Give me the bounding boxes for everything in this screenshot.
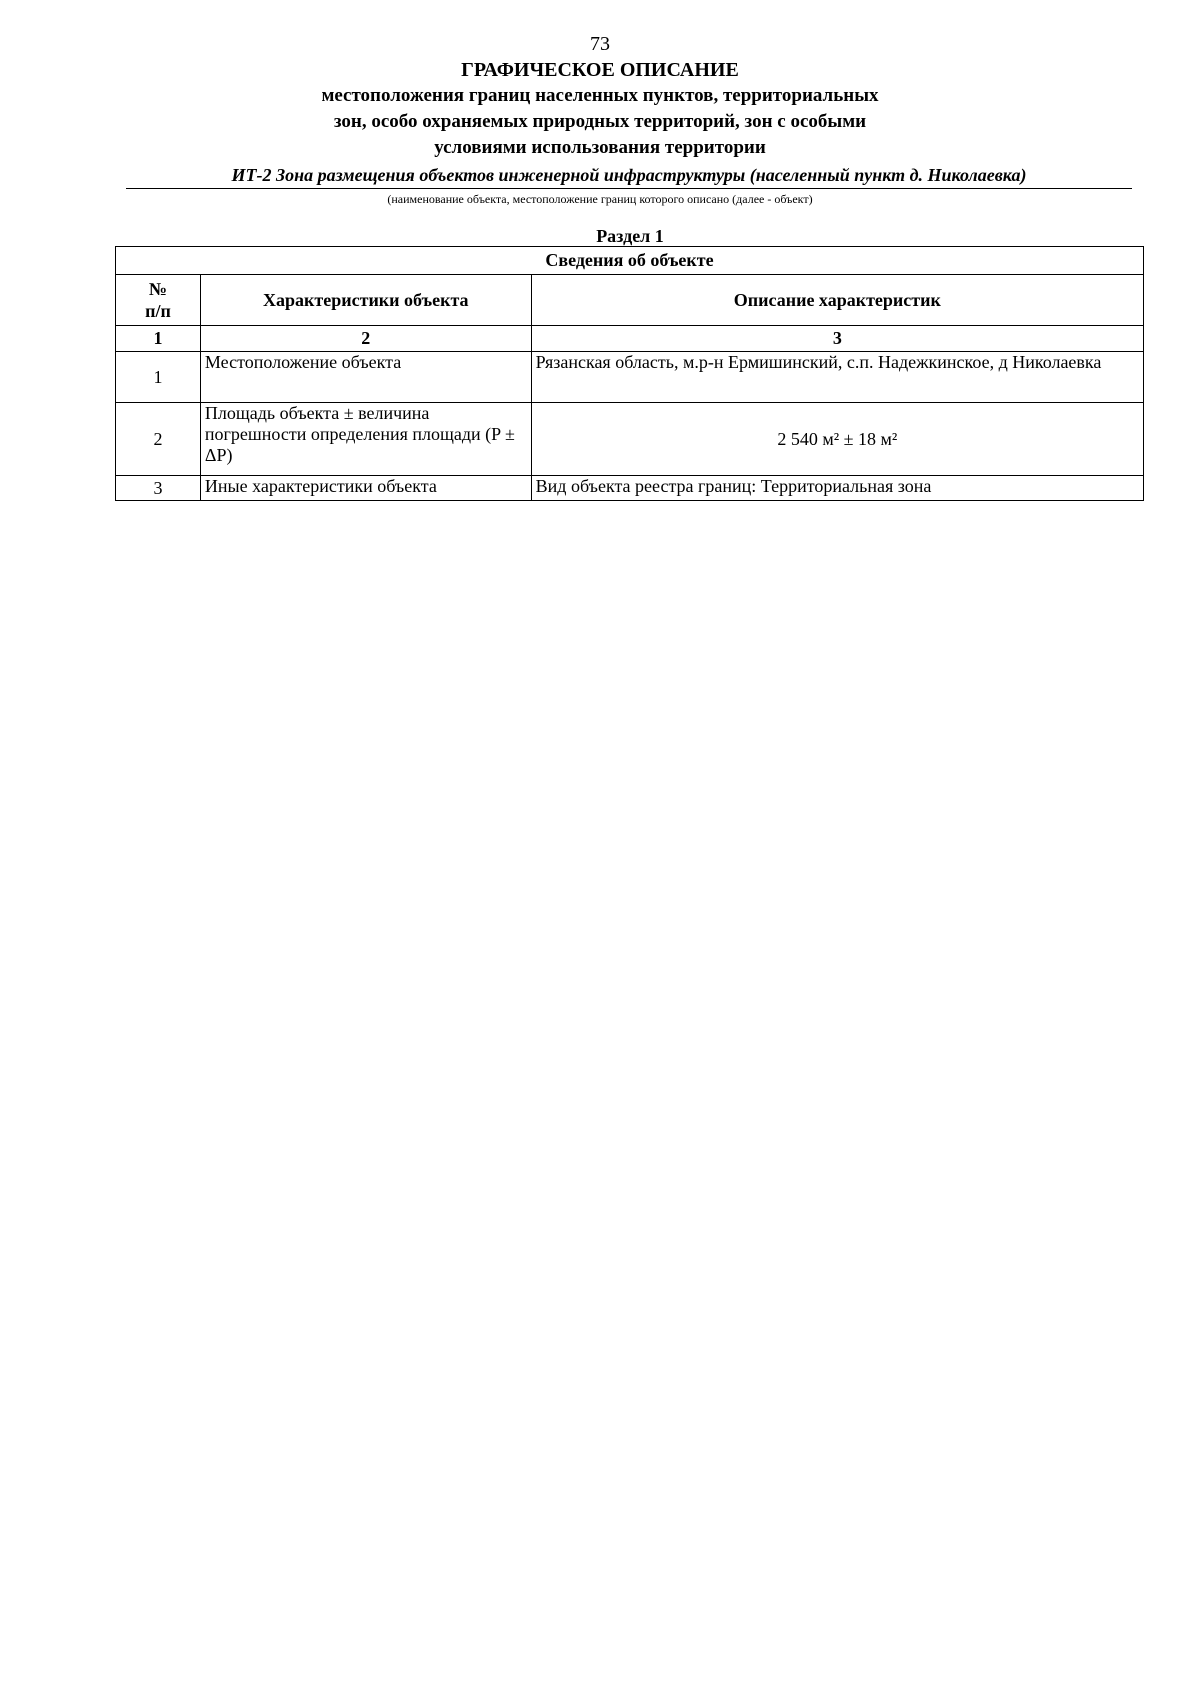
row-description: 2 540 м² ± 18 м²: [531, 403, 1143, 476]
object-info-table: [115, 246, 1144, 501]
object-name-caption: (наименование объекта, местоположение границ которого описано (далее - объект): [387, 192, 813, 206]
object-name-underline: [126, 188, 1132, 189]
column-number-3: 3: [531, 326, 1143, 352]
table-row: [116, 476, 1144, 501]
column-number-1: 1: [116, 326, 201, 352]
row-num: 1: [116, 352, 201, 403]
section-label: Раздел 1: [596, 226, 664, 246]
document-title: ГРАФИЧЕСКОЕ ОПИСАНИЕ: [461, 59, 739, 81]
row-description: Рязанская область, м.р-н Ермишинский, с.п. Надежкинское, д Николаевка: [531, 352, 1143, 403]
table-row: [116, 403, 1144, 476]
row-num: 3: [116, 476, 201, 501]
row-description: Вид объекта реестра границ: Территориальная зона: [531, 476, 1143, 501]
column-number-2: 2: [200, 326, 531, 352]
row-characteristic: Местоположение объекта: [200, 352, 531, 403]
table-caption-row: [116, 247, 1144, 275]
table-column-numbers-row: [116, 326, 1144, 352]
row-characteristic: Иные характеристики объекта: [200, 476, 531, 501]
row-characteristic: Площадь объекта ± величина погрешности определения площади (P ± ΔP): [200, 403, 531, 476]
page-number: 73: [590, 33, 610, 55]
table-header-row: [116, 275, 1144, 326]
table-row: [116, 352, 1144, 403]
header-characteristic: Характеристики объекта: [200, 275, 531, 326]
subtitle-line-1: местоположения границ населенных пунктов, территориальных: [321, 85, 879, 106]
table-caption: Сведения об объекте: [116, 247, 1144, 275]
subtitle-line-2: зон, особо охраняемых природных территорий, зон с особыми: [333, 111, 867, 132]
row-num: 2: [116, 403, 201, 476]
subtitle-line-3: условиями использования территории: [434, 137, 766, 158]
header-description: Описание характеристик: [531, 275, 1143, 326]
object-name: ИТ-2 Зона размещения объектов инженерной инфраструктуры (населенный пункт д. Николаевка): [231, 165, 1027, 185]
header-num: № п/п: [116, 275, 201, 326]
